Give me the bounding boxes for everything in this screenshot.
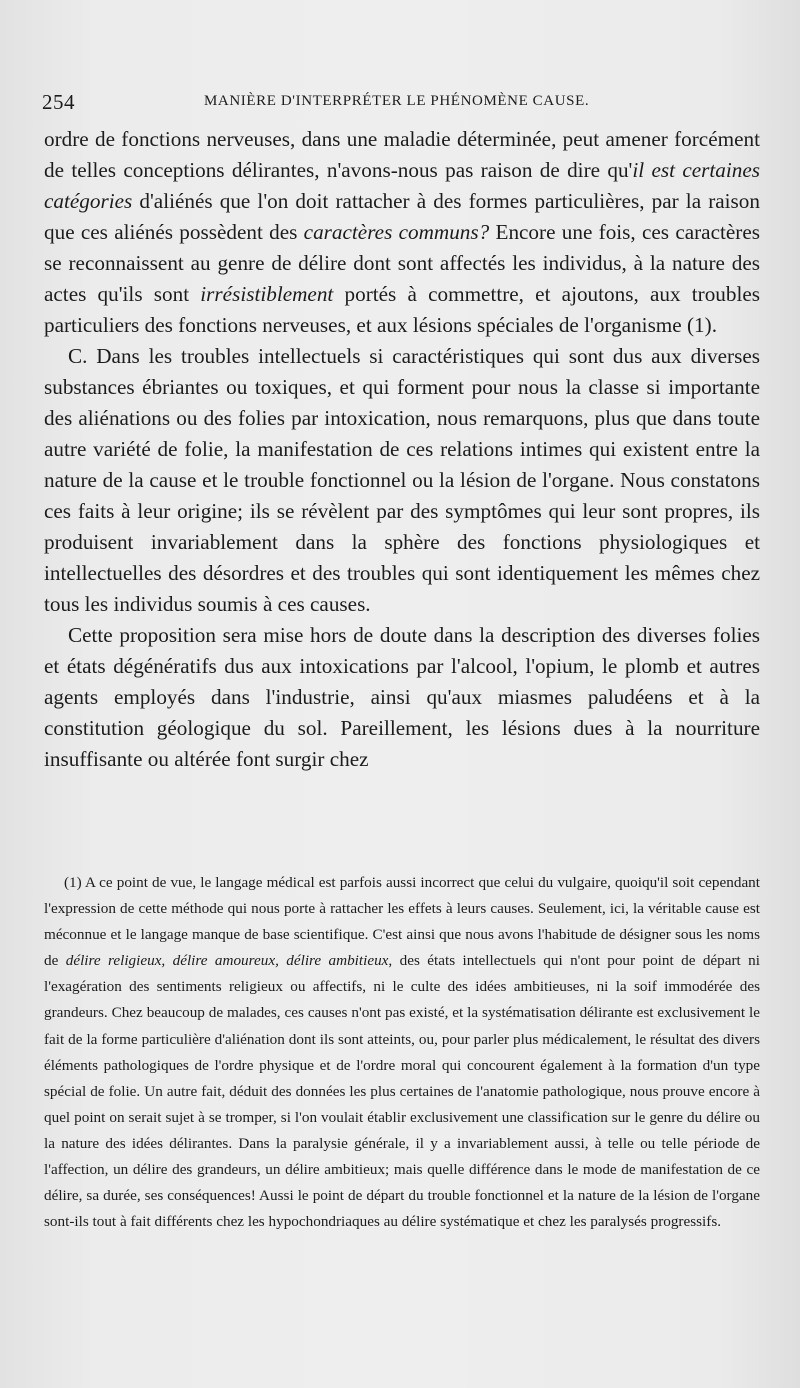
- page-number: 254: [42, 90, 75, 114]
- text-run: portés à commettre, et ajoutons, aux troubles particuliers des fonctions nerveuses, et aux lésions spéciales de l'organisme (1).: [44, 282, 761, 337]
- text-run: d'aliénés que l'on doit rattacher à des formes particulières, par la raison que ces aliénés possèdent des: [44, 189, 760, 244]
- text-run: ordre de fonctions nerveuses, dans une maladie déterminée, peut amener forcément de telles conceptions délirantes, n'avons-nous pas raison de dire qu': [44, 127, 760, 182]
- paragraph-c: C. Dans les troubles intellectuels si caractéristiques qui sont dus aux diverses substances ébriantes ou toxiques, et qui forment pour nous la classe si importante des aliénations ou des folies par intoxication, nous remarquons, plus que dans toute autre variété de folie, la manifestation de ces relations intimes qui existent entre la nature de la cause et le trouble fonctionnel ou la lésion de l'organe. Nous constatons ces faits à leur origine; ils se révèlent par des symptômes qui leur sont propres, ils produisent invariablement dans la sphère des fonctions physiologiques et intellectuelles des désordres et des troubles qui sont identiquement les mêmes chez tous les individus soumis à ces causes.: [44, 344, 760, 616]
- italic-run: il est certaines catégories: [44, 158, 760, 213]
- italic-run: délire religieux, délire amoureux, délire ambitieux: [65, 952, 389, 970]
- italic-run: irrésistiblement: [200, 282, 334, 306]
- footnote-1: [44, 870, 760, 1235]
- main-text: [44, 124, 760, 775]
- running-title: MANIÈRE D'INTERPRÉTER LE PHÉNOMÈNE CAUSE.: [204, 93, 590, 109]
- paragraph-proposition: Cette proposition sera mise hors de doute dans la description des diverses folies et états dégénératifs dus aux intoxications par l'alcool, l'opium, le plomb et autres agents employés dans l'industrie, ainsi qu'aux miasmes paludéens et à la constitution géologique du sol. Pareillement, les lésions dues à la nourriture insuffisante ou altérée font surgir chez: [44, 623, 760, 771]
- text-run: , des états intellectuels qui n'ont pour point de départ ni l'exagération des sentiments religieux ou affectifs, ni le culte des idées ambitieuses, ni la soif immodérée des grandeurs. Chez beaucoup de malades, ces causes n'ont pas existé, et la systématisation délirante est exclusivement le fait de la forme particulière d'aliénation dont ils sont atteints, ou, pour parler plus médicalement, le résultat des divers éléments pathologiques de l'ordre physique et de l'ordre moral qui concourent également à la formation d'un type spécial de folie. Un autre fait, déduit des données les plus certaines de l'anatomie pathologique, nous prouve encore à quel point on serait sujet à se tromper, si l'on voulait établir exclusivement une classification sur le genre du délire ou la nature des idées délirantes. Dans la paralysie générale, il y a invariablement aussi, à telle ou telle période de l'affection, un délire des grandeurs, un délire ambitieux; mais quelle différence dans le mode de manifestation de ce délire, sa durée, ses conséquences! Aussi le point de départ du trouble fonctionnel et la nature de la lésion de l'organe sont-ils tout à fait différents chez les hypochondriaques au délire systématique et chez les paralysés progressifs.: [44, 952, 760, 1231]
- text-run: Encore une fois, ces caractères se reconnaissent au genre de délire dont sont affectés les individus, à la nature des actes qu'ils sont: [44, 220, 760, 306]
- paragraph-continued: [44, 124, 760, 341]
- italic-run: caractères communs?: [303, 220, 490, 244]
- text-run: (1) A ce point de vue, le langage médical est parfois aussi incorrect que celui du vulgaire, quoiqu'il soit cependant l'expression de cette méthode qui nous porte à rattacher les effets à leurs causes. Seulement, ici, la véritable cause est méconnue et le langage manque de base scientifique. C'est ainsi que nous avons l'habitude de désigner sous les noms de: [44, 874, 760, 970]
- page-header: [42, 90, 762, 116]
- footnote: [44, 870, 760, 1235]
